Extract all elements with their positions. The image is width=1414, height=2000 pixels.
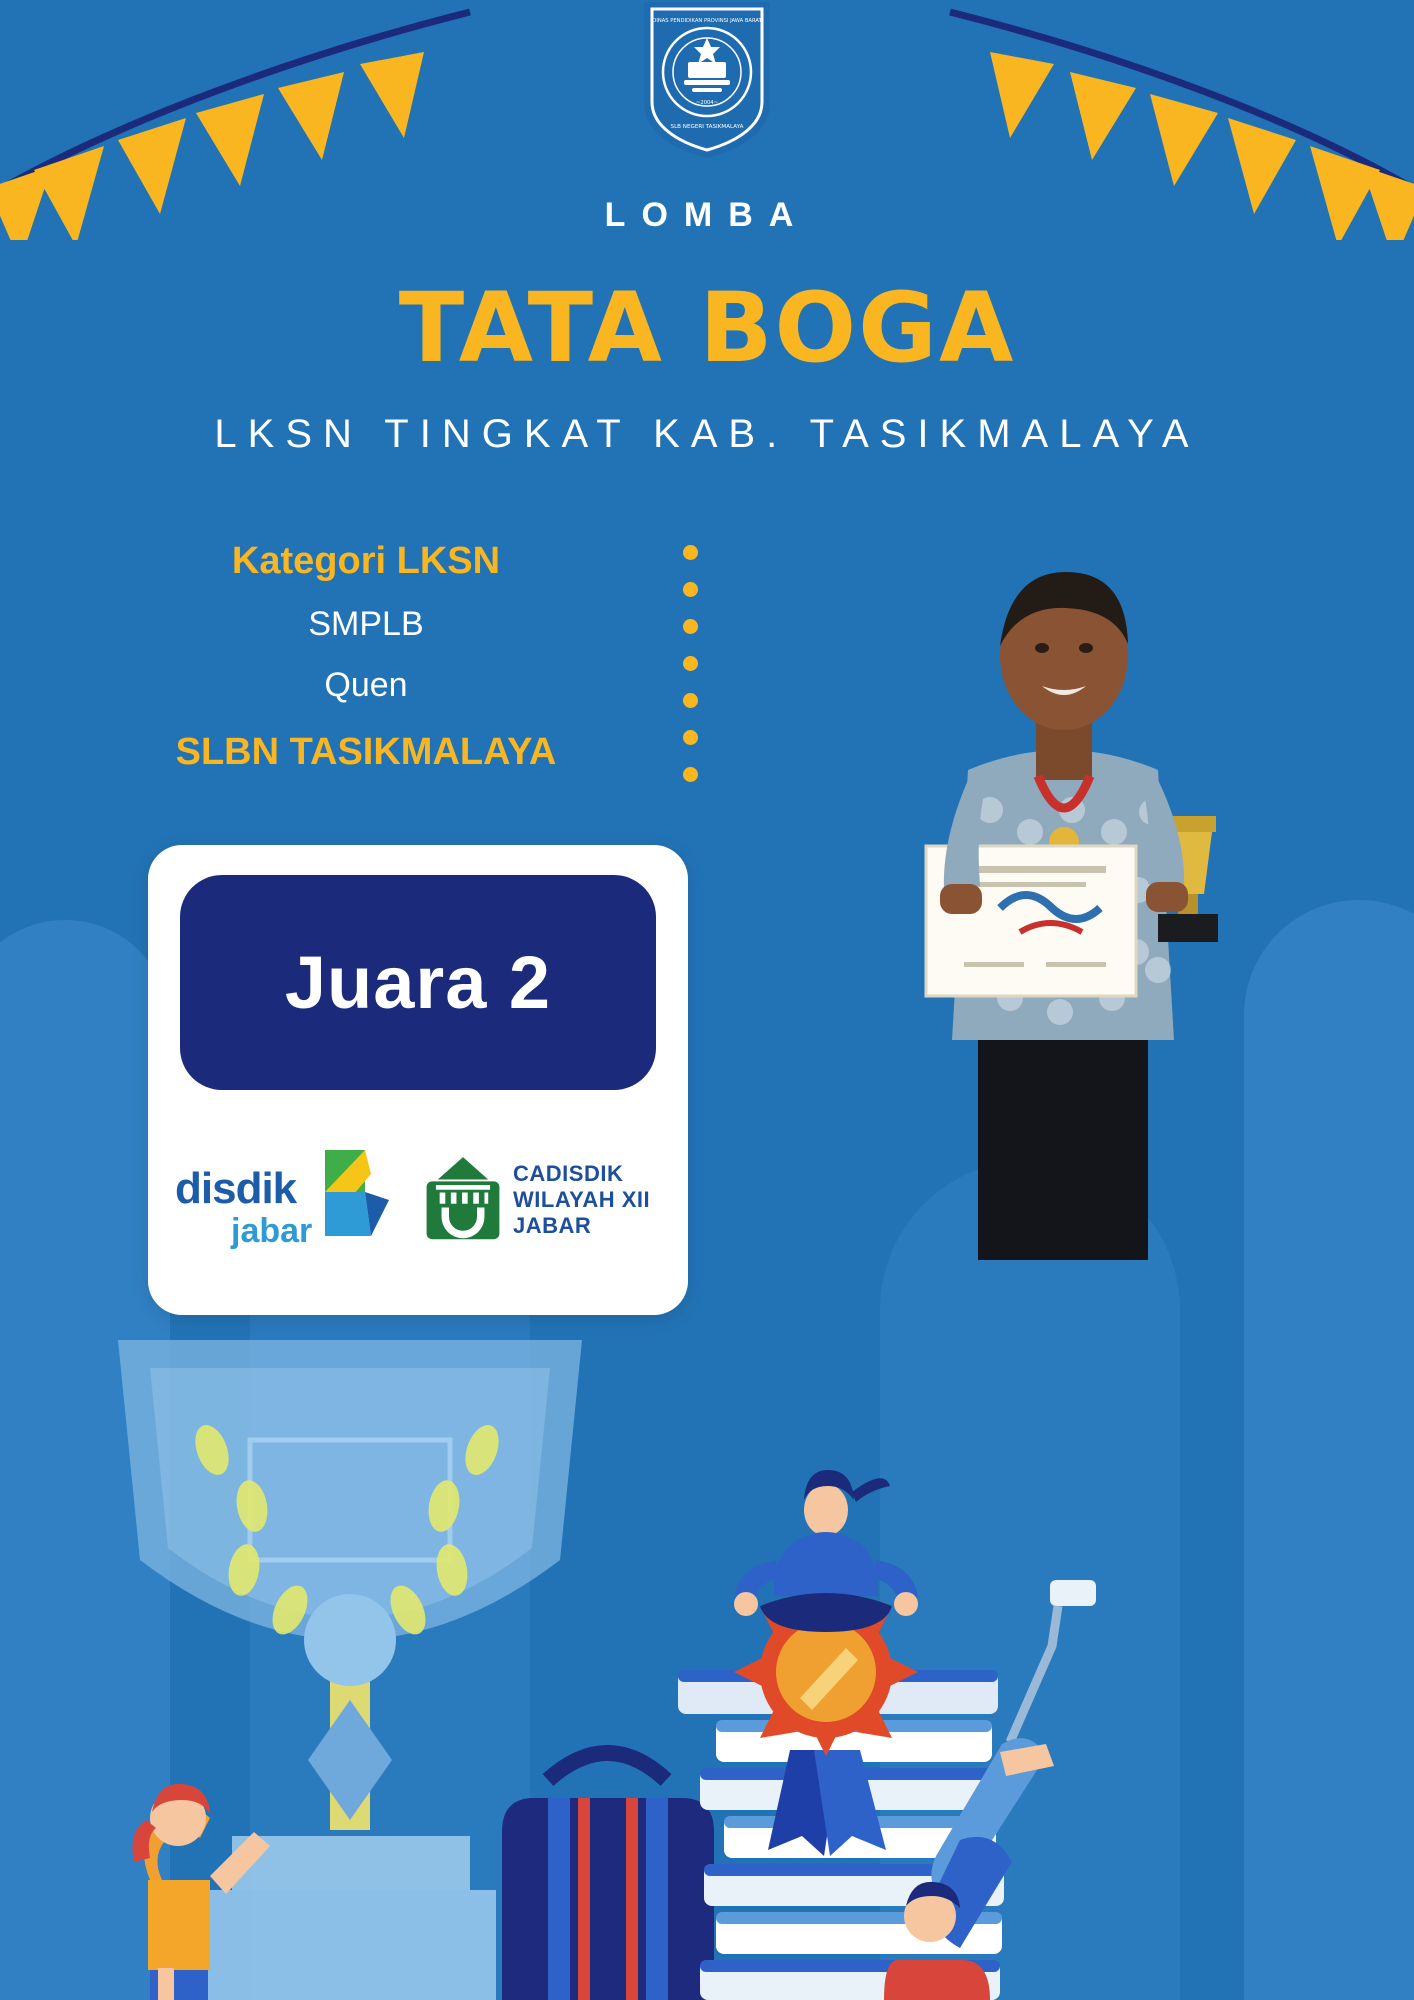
school-name: SLBN TASIKMALAYA: [175, 731, 557, 773]
participant-photo: [860, 560, 1260, 1260]
rank-badge: [180, 875, 656, 1090]
disdik-jabar-logo: [175, 1140, 395, 1260]
divider-dot: [683, 693, 698, 708]
cadisdik-wordmark: [513, 1161, 650, 1239]
participant-name: Quen: [324, 666, 408, 704]
poster-kicker: LOMBA: [604, 196, 810, 234]
rank-label: Juara 2: [284, 941, 552, 1024]
svg-text:DINAS PENDIDIKAN PROVINSI JAWA: DINAS PENDIDIKAN PROVINSI JAWA BARAT: [652, 18, 762, 24]
sponsor-logos: [148, 1110, 688, 1290]
category-level: SMPLB: [308, 605, 424, 643]
cadisdik-line-1: CADISDIK: [513, 1161, 624, 1187]
school-crest-icon: [632, 0, 782, 160]
divider-dot: [683, 582, 698, 597]
cadisdik-mark-icon: [421, 1152, 505, 1248]
bottom-illustration: [0, 1320, 1414, 2000]
svg-text:SLB NEGERI TASIKMALAYA: SLB NEGERI TASIKMALAYA: [670, 124, 744, 130]
award-card: [148, 845, 688, 1315]
dotted-divider: [683, 545, 698, 782]
poster-title: TATA BOGA: [398, 272, 1016, 384]
divider-dot: [683, 767, 698, 782]
category-label: Kategori LKSN: [231, 540, 501, 582]
divider-dot: [683, 619, 698, 634]
jabar-wordmark: jabar: [231, 1212, 313, 1250]
divider-dot: [683, 545, 698, 560]
poster-subtitle: LKSN TINGKAT KAB. TASIKMALAYA: [214, 412, 1200, 456]
divider-dot: [683, 656, 698, 671]
divider-dot: [683, 730, 698, 745]
svg-text:~2004~: ~2004~: [696, 100, 718, 106]
cadisdik-line-3: JABAR: [513, 1212, 592, 1238]
disdik-wordmark: disdik: [175, 1164, 297, 1213]
meditating-woman-illustration: [734, 1470, 918, 1632]
cadisdik-logo: [421, 1140, 661, 1260]
cadisdik-line-2: WILAYAH XII: [513, 1187, 651, 1213]
backpack-illustration: [502, 1753, 714, 2000]
info-block: [96, 540, 636, 774]
school-logo: [632, 0, 782, 160]
